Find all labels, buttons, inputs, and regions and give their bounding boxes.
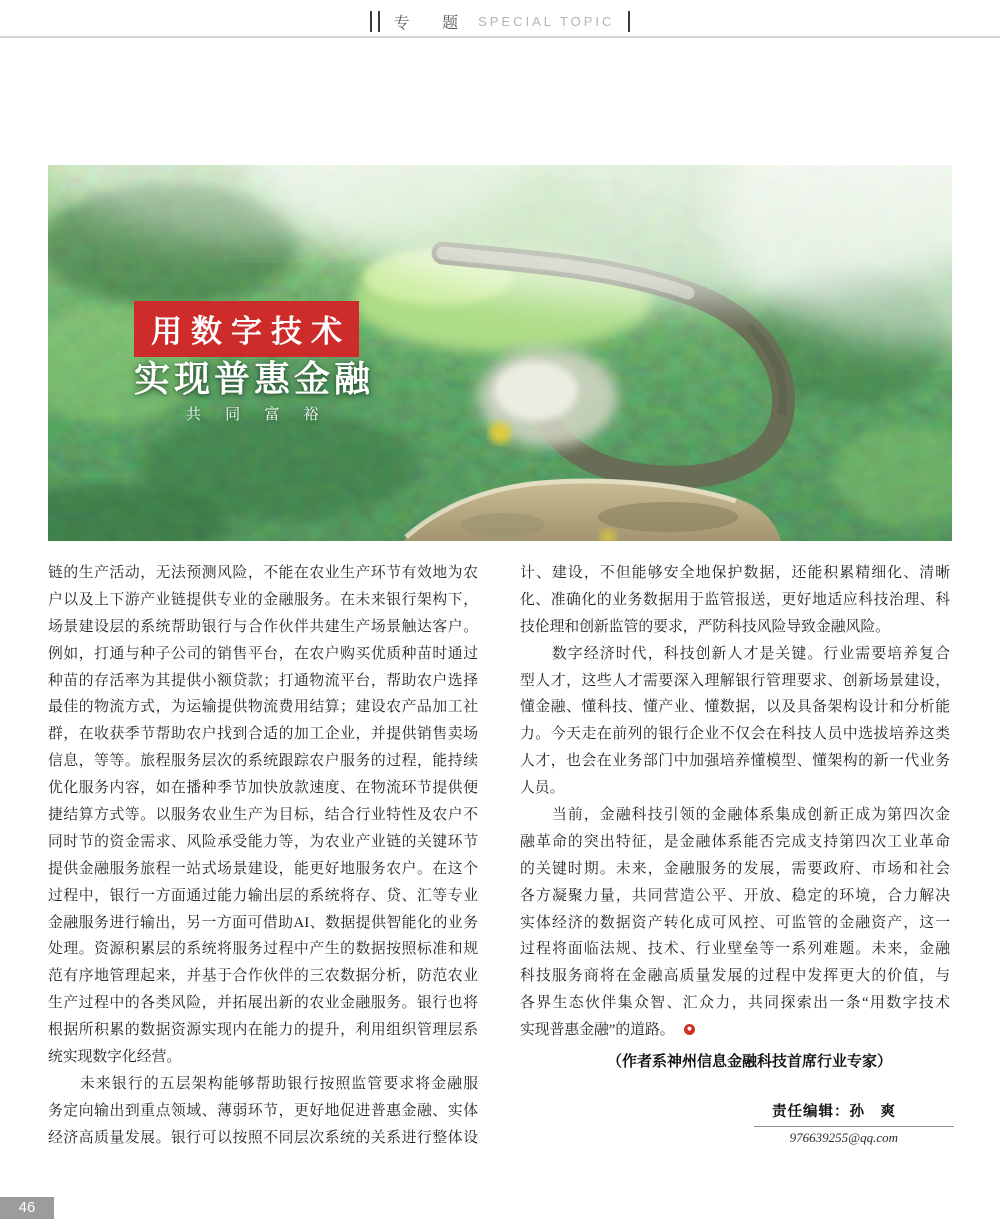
text-line: 优化服务内容，如在播种季节加快放款速度、在物流环节提供便: [48, 780, 478, 797]
hero-title-line2: 实现普惠金融: [134, 358, 375, 399]
text-line: 生产过程中的各类风险，并拓展出新的农业金融服务。银行也将: [48, 995, 478, 1012]
text-line: 链的生产活动，无法预测风险，不能在农业生产环节有效地为农: [48, 565, 478, 581]
text-line: 群，在收获季节帮助农户找到合适的加工企业，并提供销售卖场: [48, 726, 478, 743]
text-line: 场景建设层的系统帮助银行与合作伙伴共建生产场景触达客户。: [48, 618, 478, 635]
text-line: 科技服务商将在金融高质量发展的过程中发挥更大的价值，与: [520, 968, 950, 985]
text-line: 懂金融、懂科技、懂产业、懂数据，以及具备架构设计和分析能: [520, 699, 950, 716]
text-line: 捷结算方式等。以服务农业生产为目标，结合行业特性及农户不: [48, 807, 478, 824]
text-line: 各界生态伙伴集众智、汇众力，共同探索出一条“用数字技术: [520, 995, 950, 1012]
article-last-line: [520, 1017, 950, 1044]
text-line: 型人才，这些人才需要深入理解银行管理要求、创新场景建设，: [520, 672, 950, 689]
text-line: 信息，等等。旅程服务层次的系统跟踪农户服务的过程，能持续: [48, 753, 478, 770]
text-line: 种苗的存活率为其提供小额贷款；打通物流平台，帮助农户选择: [48, 672, 478, 689]
header-divider: [0, 36, 1000, 38]
text-line: 融革命的突出特征，是金融体系能否完成支持第四次工业革命: [520, 833, 950, 850]
topic-title-en: SPECIAL TOPIC: [478, 13, 615, 29]
article-last-line-text: 实现普惠金融”的道路。: [520, 1022, 675, 1039]
text-line: 未来银行的五层架构能够帮助银行按照监管要求将金融服: [48, 1075, 478, 1092]
text-line: 处理。资源积累层的系统将服务过程中产生的数据按照标准和规: [48, 941, 478, 958]
text-line: 最佳的物流方式，为运输提供物流费用结算；建设农产品加工社: [48, 699, 478, 716]
header-double-bar-icon: [370, 11, 380, 32]
editor-block: [754, 1100, 954, 1146]
text-line: 提供金融服务旅程一站式场景建设，能更好地服务农户。在这个: [48, 860, 478, 877]
page-number: 46: [0, 1197, 54, 1219]
text-line: 过程中，银行一方面通过能力输出层的系统将存、贷、汇等专业: [48, 887, 478, 904]
text-line: 各方凝聚力量，共同营造公平、开放、稳定的环境，合力解决: [520, 887, 950, 904]
article-left-column: [48, 560, 478, 1152]
text-line: 统实现数字化经营。: [48, 1049, 182, 1066]
hero-subtitle: 共 同 富 裕: [186, 406, 329, 423]
header-single-bar-icon: [628, 11, 630, 32]
text-line: 务定向输出到重点领域、薄弱环节，更好地促进普惠金融、实体: [48, 1102, 478, 1119]
text-line: 的关键时期。未来，金融服务的发展，需要政府、市场和社会: [520, 860, 950, 877]
text-line: 实体经济的数据资产转化成可风控、可监管的金融资产，这一: [520, 914, 950, 931]
text-line: 人员。: [520, 780, 565, 797]
text-line: 经济高质量发展。银行可以按照不同层次系统的关系进行整体设: [48, 1129, 478, 1146]
article-right-column: [520, 560, 950, 1071]
text-line: 根据所积累的数据资源实现内在能力的提升，利用组织管理层系: [48, 1022, 478, 1039]
text-line: 技伦理和创新监管的要求，严防科技风险导致金融风险。: [520, 618, 890, 635]
hero-image: [48, 165, 952, 541]
text-line: 范有序地管理起来，并基于合作伙伴的三农数据分析，防范农业: [48, 968, 478, 985]
text-line: 当前，金融科技引领的金融体系集成创新正成为第四次金: [520, 807, 950, 824]
author-note: （作者系神州信息金融科技首席行业专家）: [606, 1053, 892, 1071]
article-right-lines: [520, 560, 950, 1017]
editor-email: 976639255@qq.com: [789, 1130, 898, 1145]
text-line: 化、准确化的业务数据用于监管报送，更好地适应科技治理、科: [520, 591, 950, 608]
editor-divider: [754, 1126, 954, 1127]
text-line: 户以及上下游产业链提供专业的金融服务。在未来银行架构下，: [48, 591, 478, 608]
topic-title-cn: 专 题: [393, 14, 473, 32]
hero-title-line1: 用数字技术: [134, 301, 359, 357]
text-line: 同时节的资金需求、风险承受能力等，为农业产业链的关键环节: [48, 833, 478, 850]
article-end-mark-icon: [684, 1024, 695, 1035]
page-header: [0, 8, 1000, 34]
text-line: 人才，也会在业务部门中加强培养懂模型、懂架构的新一代业务: [520, 753, 950, 770]
editor-label: 责任编辑：孙 爽: [772, 1104, 896, 1120]
text-line: 过程将面临法规、技术、行业壁垒等一系列难题。未来，金融: [520, 941, 950, 958]
text-line: 例如，打通与种子公司的销售平台，在农户购买优质种苗时通过: [48, 645, 478, 662]
text-line: 金融服务进行输出，另一方面可借助AI、数据提供智能化的业务: [48, 914, 478, 931]
text-line: 计、建设，不但能够安全地保护数据，还能积累精细化、清晰: [520, 565, 950, 581]
text-line: 力。今天走在前列的银行企业不仅会在科技人员中选拔培养这类: [520, 726, 950, 743]
text-line: 数字经济时代，科技创新人才是关键。行业需要培养复合: [520, 645, 950, 662]
